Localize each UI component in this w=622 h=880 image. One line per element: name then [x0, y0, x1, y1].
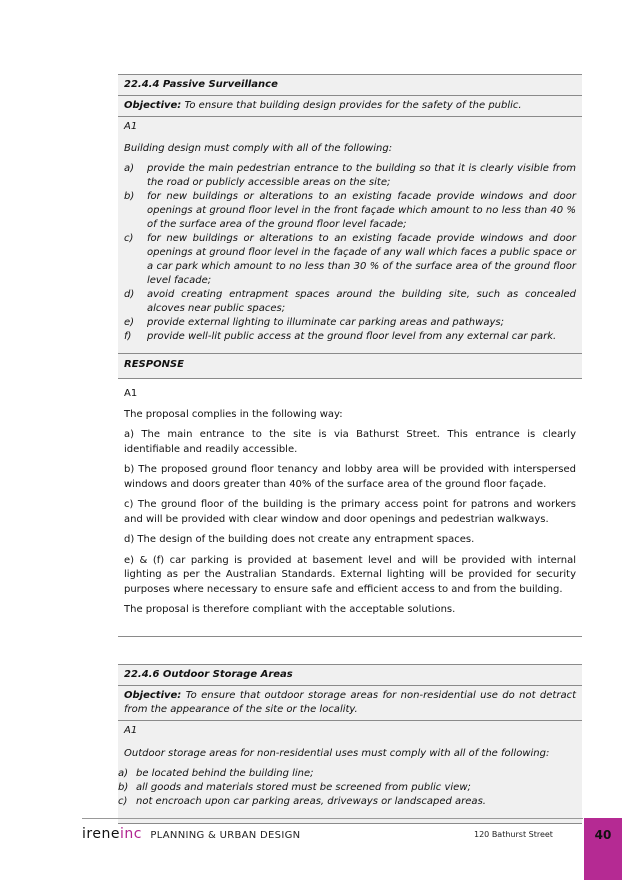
- requirement-marker: f): [124, 331, 132, 342]
- footer-divider: [82, 818, 583, 819]
- objective-label: Objective:: [124, 689, 182, 701]
- response-label: RESPONSE: [124, 359, 184, 370]
- section-heading: 22.4.6 Outdoor Storage Areas: [124, 668, 293, 680]
- acceptable-solution-label: A1: [118, 720, 582, 741]
- requirements-intro: Outdoor storage areas for non-residential uses must comply with all of the following:: [124, 747, 550, 759]
- logo-subtitle: PLANNING & URBAN DESIGN: [150, 830, 301, 841]
- requirement-marker: b): [118, 781, 129, 793]
- logo-inc: inc: [119, 826, 142, 842]
- requirement-text: for new buildings or alterations to an existing facade provide windows and door openings at ground floor level in the façade of any wall which faces a public space or a car park which amount to no less than 30 % of the surface area of the ground floor level facade;: [147, 233, 576, 286]
- page-content: [118, 74, 582, 824]
- passive-surveillance-section: [118, 74, 582, 353]
- requirement-item: [118, 781, 576, 795]
- company-logo: [82, 825, 300, 845]
- objective-row: [118, 95, 582, 116]
- requirement-text: avoid creating entrapment spaces around the building site, such as concealed alcoves near public spaces;: [147, 289, 576, 314]
- response-a1: A1: [124, 388, 138, 399]
- objective-text: To ensure that building design provides for the safety of the public.: [184, 100, 522, 111]
- requirement-item: [124, 316, 576, 330]
- response-paragraph: d) The design of the building does not create any entrapment spaces.: [124, 534, 475, 545]
- requirement-item: [118, 767, 576, 781]
- outdoor-storage-section: [118, 664, 582, 824]
- response-paragraphs: [118, 408, 582, 618]
- requirement-item: [124, 330, 576, 344]
- response-paragraph: The proposal complies in the following way:: [124, 408, 343, 420]
- requirement-item: [124, 288, 576, 316]
- requirement-item: [124, 232, 576, 288]
- requirement-marker: a): [118, 767, 129, 779]
- acceptable-solution-label: A1: [118, 116, 582, 137]
- page-number: 40: [594, 828, 612, 842]
- footer-address: 120 Bathurst Street: [474, 830, 553, 839]
- response-paragraph: a) The main entrance to the site is via Bathurst Street. This entrance is clearly identifiable and readily accessible.: [124, 429, 576, 455]
- logo-irene: irene: [82, 826, 120, 842]
- requirement-text: for new buildings or alterations to an existing facade provide windows and door openings at ground floor level in the front façade which amount to no less than 40 % of the surface area of the ground floor level facade;: [147, 191, 576, 230]
- requirement-text: provide external lighting to illuminate car parking areas and pathways;: [147, 317, 504, 328]
- objective-label: Objective:: [124, 100, 182, 111]
- requirement-text: be located behind the building line;: [136, 767, 314, 779]
- objective-text: To ensure that outdoor storage areas for non-residential use do not detract from the appearance of the site or the locality.: [124, 689, 576, 715]
- section-heading: 22.4.4 Passive Surveillance: [124, 79, 278, 90]
- requirement-marker: c): [124, 233, 134, 244]
- response-paragraph: The proposal is therefore compliant with the acceptable solutions.: [124, 604, 456, 615]
- requirement-item: [124, 162, 576, 190]
- response-paragraph: c) The ground floor of the building is the primary access point for patrons and workers and will be provided with clear window and door openings and pedestrian walkways.: [124, 499, 576, 525]
- requirements-intro: Building design must comply with all of the following:: [124, 143, 393, 154]
- requirement-text: provide the main pedestrian entrance to the building so that it is clearly visible from the road or publicly accessible areas on the site;: [147, 163, 576, 188]
- requirements-list: [118, 767, 582, 823]
- requirement-text: provide well-lit public access at the ground floor level from any external car park.: [147, 331, 557, 342]
- response-header: [118, 353, 582, 379]
- requirement-item: [124, 190, 576, 232]
- requirement-marker: b): [124, 191, 135, 202]
- requirement-marker: a): [124, 163, 135, 174]
- requirement-item: [118, 795, 576, 809]
- objective-row: [118, 685, 582, 720]
- requirement-text: not encroach upon car parking areas, driveways or landscaped areas.: [136, 795, 486, 807]
- requirement-marker: e): [124, 317, 135, 328]
- requirement-marker: c): [118, 795, 128, 807]
- requirement-text: all goods and materials stored must be screened from public view;: [136, 781, 471, 793]
- response-paragraph: e) & (f) car parking is provided at basement level and will be provided with internal lighting as per the Australian Standards. External lighting will be provided for security purposes where necessary to ensure safe and efficient access to and from the building.: [124, 554, 576, 595]
- response-paragraph: b) The proposed ground floor tenancy and lobby area will be provided with interspersed windows and doors greater than 40% of the surface area of the ground floor façade.: [124, 464, 576, 490]
- requirements-list: [118, 162, 582, 353]
- response-body: [118, 379, 582, 637]
- requirement-marker: d): [124, 289, 135, 300]
